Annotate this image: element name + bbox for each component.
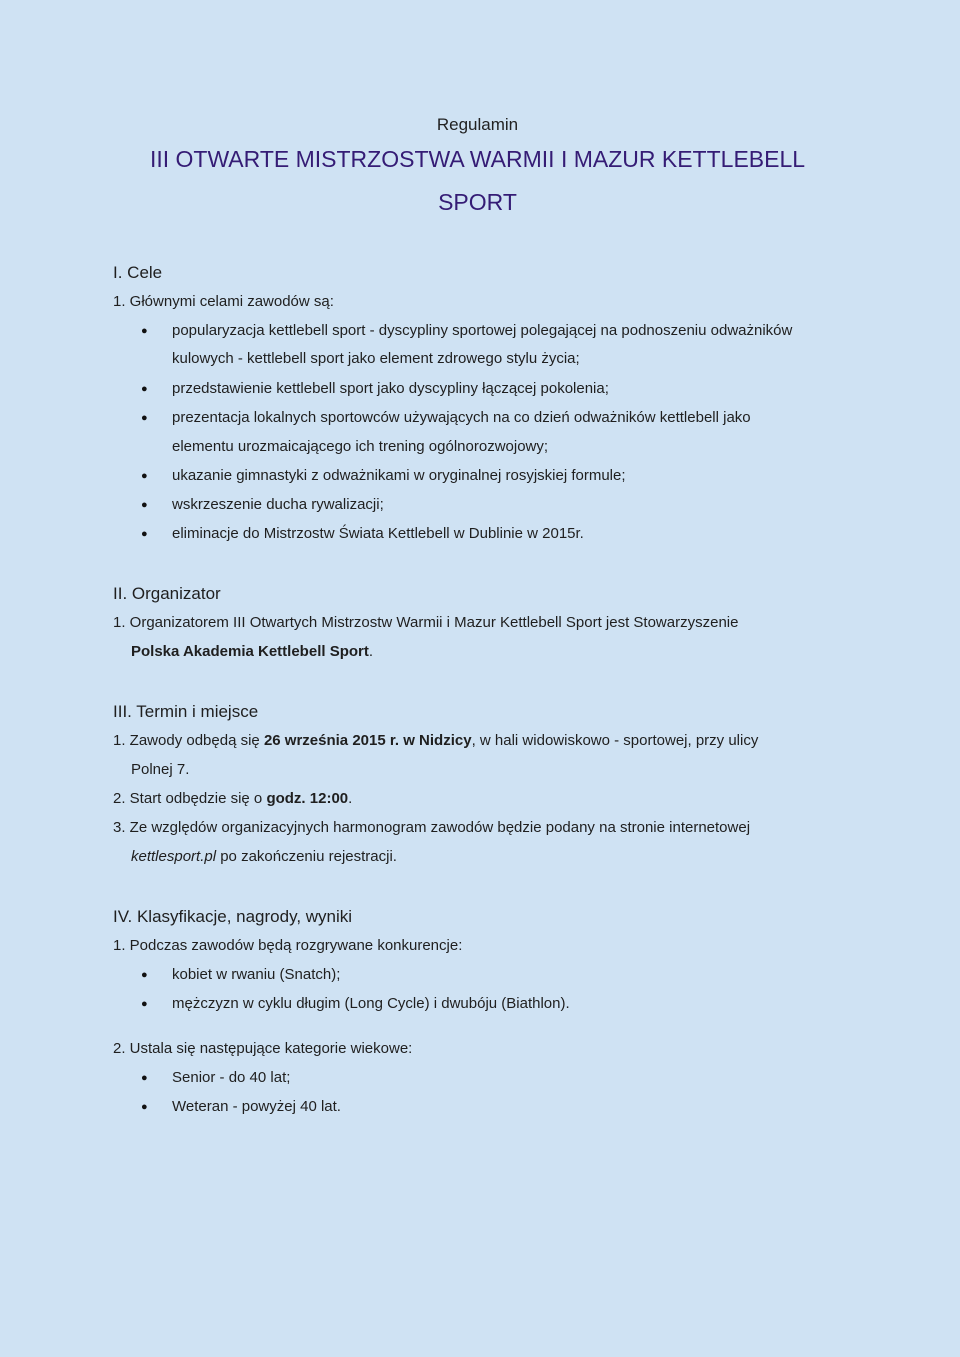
list-item: kobiet w rwaniu (Snatch); [172,966,341,983]
organizator-name-line [131,643,373,660]
text: , w hali widowiskowo - sportowej, przy ulicy [471,732,759,749]
bullet-icon: ● [141,470,148,482]
termin-point-3-continuation [131,848,397,865]
list-item: mężczyzn w cyklu długim (Long Cycle) i dwubóju (Biathlon). [172,995,570,1012]
bullet-icon: ● [141,499,148,511]
list-item-continuation: elementu urozmaicającego ich trening ogólnorozwojowy; [172,438,549,455]
bullet-icon: ● [141,1101,148,1113]
list-item: przedstawienie kettlebell sport jako dyscypliny łączącej pokolenia; [172,380,609,397]
section-heading-cele: I. Cele [113,263,163,282]
bullet-icon: ● [141,998,148,1010]
organizator-text: 1. Organizatorem III Otwartych Mistrzostw Warmii i Mazur Kettlebell Sport jest Stowarzyszenie [113,614,739,631]
list-item: prezentacja lokalnych sportowców używających na co dzień odważników kettlebell jako [172,409,751,426]
bullet-icon: ● [141,325,148,337]
organizator-name: Polska Akademia Kettlebell Sport [131,643,369,660]
list-item-continuation: kulowych - kettlebell sport jako element zdrowego stylu życia; [172,350,580,367]
website-link[interactable]: kettlesport.pl [131,848,217,865]
list-item: Senior - do 40 lat; [172,1069,291,1086]
bullet-icon: ● [141,1072,148,1084]
doc-title-line2: SPORT [438,189,517,215]
period: . [368,643,374,660]
termin-point-1-continuation: Polnej 7. [131,761,190,778]
text: 2. Start odbędzie się o [113,790,267,807]
section-heading-klasyfikacje: IV. Klasyfikacje, nagrody, wyniki [113,907,353,926]
text: 1. Zawody odbędą się [113,732,264,749]
bullet-icon: ● [141,969,148,981]
list-item: ukazanie gimnastyki z odważnikami w oryginalnej rosyjskiej formule; [172,467,626,484]
doc-label: Regulamin [436,115,519,134]
list-item: eliminacje do Mistrzostw Świata Kettlebell w Dublinie w 2015r. [172,525,584,542]
list-item: wskrzeszenie ducha rywalizacji; [172,496,384,513]
bullet-icon: ● [141,528,148,540]
termin-point-2 [113,790,352,807]
doc-title-line1: III OTWARTE MISTRZOSTWA WARMII I MAZUR KETTLEBELL [149,146,806,172]
period: . [348,790,353,807]
cele-intro: 1. Głównymi celami zawodów są: [113,293,334,310]
bullet-icon: ● [141,412,148,424]
event-date: 26 września 2015 r. [263,732,400,749]
klasyfikacje-point-2: 2. Ustala się następujące kategorie wiekowe: [113,1040,413,1057]
section-heading-organizator: II. Organizator [113,584,221,603]
klasyfikacje-point-1: 1. Podczas zawodów będą rozgrywane konkurencje: [113,937,463,954]
start-time: godz. 12:00 [266,790,349,807]
section-heading-termin: III. Termin i miejsce [113,702,259,721]
text: po zakończeniu rejestracji. [216,848,397,865]
event-city: w Nidzicy [403,732,472,749]
termin-point-1 [113,732,758,749]
list-item: Weteran - powyżej 40 lat. [172,1098,341,1115]
bullet-icon: ● [141,383,148,395]
list-item: popularyzacja kettlebell sport - dyscypliny sportowej polegającej na podnoszeniu odważników [172,322,793,339]
termin-point-3: 3. Ze względów organizacyjnych harmonogram zawodów będzie podany na stronie internetowej [113,819,751,836]
